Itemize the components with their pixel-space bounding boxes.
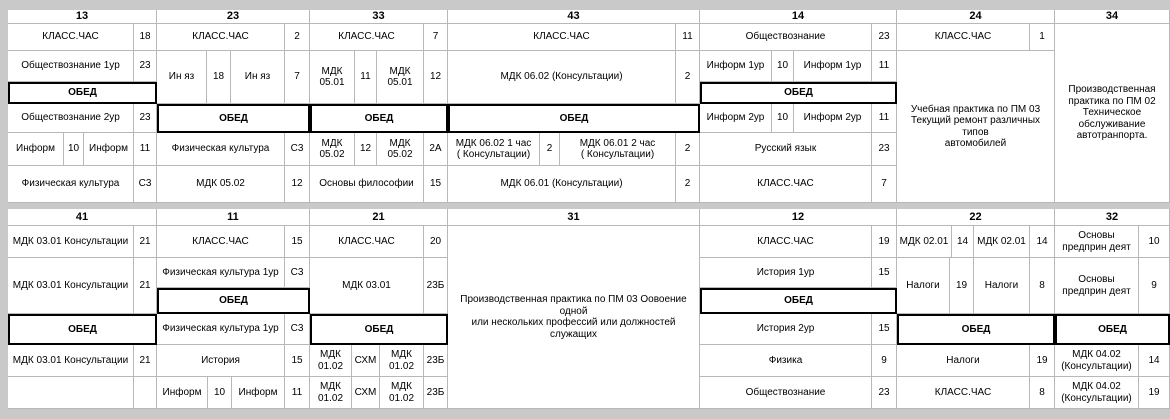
schedule-cell[interactable]: КЛАСС.ЧАС: [897, 24, 1030, 51]
room-number-cell[interactable]: 10: [64, 133, 84, 166]
room-number-cell[interactable]: 21: [134, 226, 157, 258]
schedule-cell[interactable]: Производственная практика по ПМ 02 Техническое обслуживание автотранпорта.: [1055, 24, 1170, 203]
room-number-cell[interactable]: 1: [1030, 24, 1055, 51]
room-number-cell[interactable]: 15: [872, 258, 897, 288]
room-number-cell[interactable]: 23: [872, 133, 897, 166]
schedule-cell[interactable]: МДК 05.01: [310, 51, 355, 104]
room-number-cell[interactable]: 23Б: [424, 345, 448, 377]
room-number-cell[interactable]: СХМ: [352, 345, 380, 377]
schedule-cell[interactable]: Физическая культура 1ур: [157, 314, 285, 345]
room-number-cell[interactable]: 23Б: [424, 258, 448, 314]
room-number-cell[interactable]: 12: [355, 133, 377, 166]
lunch-break-cell[interactable]: ОБЕД: [448, 104, 700, 133]
group-header-31[interactable]: 31: [448, 209, 700, 226]
group-header-43[interactable]: 43: [448, 10, 700, 24]
lunch-break-cell[interactable]: ОБЕД: [8, 82, 157, 104]
schedule-cell[interactable]: МДК 01.02: [380, 377, 424, 409]
room-number-cell[interactable]: 21: [134, 258, 157, 314]
schedule-cell[interactable]: Основы предприн деят: [1055, 258, 1139, 314]
room-number-cell[interactable]: 15: [872, 314, 897, 345]
schedule-cell[interactable]: МДК 06.01 (Консультации): [448, 166, 676, 203]
schedule-cell[interactable]: МДК 02.01: [974, 226, 1030, 258]
schedule-cell[interactable]: Основы предприн деят: [1055, 226, 1139, 258]
room-number-cell[interactable]: 23: [134, 104, 157, 133]
room-number-cell[interactable]: 2: [676, 166, 700, 203]
lunch-break-cell[interactable]: ОБЕД: [897, 314, 1055, 345]
sheet-separator: [0, 409, 1170, 419]
room-number-cell[interactable]: С3: [285, 258, 310, 288]
room-number-cell[interactable]: [134, 377, 157, 409]
group-header-34[interactable]: 34: [1055, 10, 1170, 24]
schedule-cell[interactable]: МДК 06.01 2 час ( Консультации): [560, 133, 676, 166]
schedule-cell[interactable]: МДК 06.02 1 час ( Консультации): [448, 133, 540, 166]
schedule-cell[interactable]: Налоги: [974, 258, 1030, 314]
schedule-cell[interactable]: Ин яз: [157, 51, 207, 104]
lunch-break-cell[interactable]: ОБЕД: [310, 104, 448, 133]
room-number-cell[interactable]: 7: [424, 24, 448, 51]
room-number-cell[interactable]: 23Б: [424, 377, 448, 409]
schedule-cell[interactable]: МДК 05.02: [310, 133, 355, 166]
schedule-cell[interactable]: Основы философии: [310, 166, 424, 203]
schedule-cell[interactable]: КЛАСС.ЧАС: [8, 24, 134, 51]
room-number-cell[interactable]: 9: [1139, 258, 1170, 314]
lunch-break-cell[interactable]: ОБЕД: [157, 288, 310, 314]
room-number-cell[interactable]: 2: [676, 51, 700, 104]
room-number-cell[interactable]: 10: [208, 377, 232, 409]
room-number-cell[interactable]: 23: [134, 51, 157, 82]
room-number-cell[interactable]: 19: [872, 226, 897, 258]
room-number-cell[interactable]: 19: [1139, 377, 1170, 409]
room-number-cell[interactable]: 9: [872, 345, 897, 377]
room-number-cell[interactable]: 10: [772, 51, 794, 82]
group-header-12[interactable]: 12: [700, 209, 897, 226]
room-number-cell[interactable]: 15: [285, 345, 310, 377]
room-number-cell[interactable]: 12: [285, 166, 310, 203]
lunch-break-cell[interactable]: ОБЕД: [8, 314, 157, 345]
room-number-cell[interactable]: 7: [872, 166, 897, 203]
schedule-cell[interactable]: МДК 04.02 (Консультации): [1055, 345, 1139, 377]
lunch-break-cell[interactable]: ОБЕД: [1055, 314, 1170, 345]
schedule-cell[interactable]: Информ: [157, 377, 208, 409]
lunch-break-cell[interactable]: ОБЕД: [157, 104, 310, 133]
room-number-cell[interactable]: 14: [1139, 345, 1170, 377]
schedule-cell[interactable]: МДК 03.01: [310, 258, 424, 314]
room-number-cell[interactable]: 18: [134, 24, 157, 51]
schedule-cell[interactable]: МДК 01.02: [310, 377, 352, 409]
schedule-cell[interactable]: Информ 2ур: [700, 104, 772, 133]
room-number-cell[interactable]: С3: [285, 314, 310, 345]
schedule-cell[interactable]: Физическая культура 1ур: [157, 258, 285, 288]
room-number-cell[interactable]: 19: [1030, 345, 1055, 377]
schedule-cell[interactable]: История 1ур: [700, 258, 872, 288]
group-header-22[interactable]: 22: [897, 209, 1055, 226]
schedule-cell[interactable]: Производственная практика по ПМ 03 Оовоение одной или нескольких профессий или должностей служащих: [448, 226, 700, 409]
room-number-cell[interactable]: 23: [872, 377, 897, 409]
schedule-cell[interactable]: Обществознание 1ур: [8, 51, 134, 82]
room-number-cell[interactable]: 7: [285, 51, 310, 104]
schedule-cell[interactable]: МДК 04.02 (Консультации): [1055, 377, 1139, 409]
schedule-cell[interactable]: МДК 01.02: [380, 345, 424, 377]
schedule-cell[interactable]: КЛАСС.ЧАС: [448, 24, 676, 51]
schedule-cell[interactable]: КЛАСС.ЧАС: [700, 226, 872, 258]
schedule-cell[interactable]: КЛАСС.ЧАС: [157, 226, 285, 258]
schedule-cell[interactable]: Ин яз: [231, 51, 285, 104]
schedule-cell[interactable]: Русский язык: [700, 133, 872, 166]
schedule-cell[interactable]: Информ 1ур: [794, 51, 872, 82]
room-number-cell[interactable]: 14: [952, 226, 974, 258]
room-number-cell[interactable]: 2: [540, 133, 560, 166]
schedule-cell[interactable]: КЛАСС.ЧАС: [897, 377, 1030, 409]
schedule-cell[interactable]: КЛАСС.ЧАС: [157, 24, 285, 51]
schedule-cell[interactable]: МДК 05.01: [377, 51, 424, 104]
schedule-cell[interactable]: Информ 1ур: [700, 51, 772, 82]
schedule-cell[interactable]: МДК 03.01 Консультации: [8, 226, 134, 258]
room-number-cell[interactable]: С3: [134, 166, 157, 203]
schedule-cell[interactable]: История: [157, 345, 285, 377]
group-header-11[interactable]: 11: [157, 209, 310, 226]
room-number-cell[interactable]: 12: [424, 51, 448, 104]
room-number-cell[interactable]: 11: [872, 51, 897, 82]
room-number-cell[interactable]: 11: [676, 24, 700, 51]
schedule-cell[interactable]: МДК 02.01: [897, 226, 952, 258]
schedule-cell[interactable]: МДК 01.02: [310, 345, 352, 377]
sheet-separator: [0, 0, 8, 419]
room-number-cell[interactable]: 19: [950, 258, 974, 314]
room-number-cell[interactable]: С3: [285, 133, 310, 166]
room-number-cell[interactable]: 11: [285, 377, 310, 409]
lunch-break-cell[interactable]: ОБЕД: [310, 314, 448, 345]
room-number-cell[interactable]: 11: [872, 104, 897, 133]
room-number-cell[interactable]: 2: [285, 24, 310, 51]
room-number-cell[interactable]: 8: [1030, 258, 1055, 314]
room-number-cell[interactable]: 14: [1030, 226, 1055, 258]
schedule-cell[interactable]: МДК 05.02: [377, 133, 424, 166]
lunch-break-cell[interactable]: ОБЕД: [700, 82, 897, 104]
group-header-23[interactable]: 23: [157, 10, 310, 24]
group-header-14[interactable]: 14: [700, 10, 897, 24]
room-number-cell[interactable]: 10: [1139, 226, 1170, 258]
schedule-cell[interactable]: Обществознание: [700, 24, 872, 51]
group-header-13[interactable]: 13: [8, 10, 157, 24]
room-number-cell[interactable]: СХМ: [352, 377, 380, 409]
schedule-cell[interactable]: КЛАСС.ЧАС: [700, 166, 872, 203]
schedule-cell[interactable]: КЛАСС.ЧАС: [310, 226, 424, 258]
schedule-cell[interactable]: МДК 03.01 Консультации: [8, 345, 134, 377]
room-number-cell[interactable]: 21: [134, 345, 157, 377]
schedule-cell[interactable]: История 2ур: [700, 314, 872, 345]
schedule-cell[interactable]: Обществознание: [700, 377, 872, 409]
room-number-cell[interactable]: 10: [772, 104, 794, 133]
schedule-cell[interactable]: [8, 377, 134, 409]
room-number-cell[interactable]: 23: [872, 24, 897, 51]
schedule-cell[interactable]: Информ: [232, 377, 285, 409]
group-header-33[interactable]: 33: [310, 10, 448, 24]
group-header-21[interactable]: 21: [310, 209, 448, 226]
lunch-break-cell[interactable]: ОБЕД: [700, 288, 897, 314]
group-header-32[interactable]: 32: [1055, 209, 1170, 226]
room-number-cell[interactable]: 18: [207, 51, 231, 104]
room-number-cell[interactable]: 11: [355, 51, 377, 104]
group-header-24[interactable]: 24: [897, 10, 1055, 24]
room-number-cell[interactable]: 11: [134, 133, 157, 166]
room-number-cell[interactable]: 15: [285, 226, 310, 258]
schedule-cell[interactable]: Физическая культура: [8, 166, 134, 203]
schedule-cell[interactable]: Налоги: [897, 345, 1030, 377]
group-header-41[interactable]: 41: [8, 209, 157, 226]
room-number-cell[interactable]: 15: [424, 166, 448, 203]
schedule-cell[interactable]: Физическая культура: [157, 133, 285, 166]
room-number-cell[interactable]: 8: [1030, 377, 1055, 409]
schedule-cell[interactable]: Информ 2ур: [794, 104, 872, 133]
schedule-cell[interactable]: КЛАСС.ЧАС: [310, 24, 424, 51]
schedule-cell[interactable]: Налоги: [897, 258, 950, 314]
schedule-cell[interactable]: Информ: [8, 133, 64, 166]
schedule-cell[interactable]: Информ: [84, 133, 134, 166]
sheet-separator: [0, 0, 1170, 10]
schedule-cell[interactable]: МДК 03.01 Консультации: [8, 258, 134, 314]
schedule-cell[interactable]: Обществознание 2ур: [8, 104, 134, 133]
room-number-cell[interactable]: 2А: [424, 133, 448, 166]
schedule-cell[interactable]: МДК 05.02: [157, 166, 285, 203]
schedule-cell[interactable]: МДК 06.02 (Консультации): [448, 51, 676, 104]
room-number-cell[interactable]: 2: [676, 133, 700, 166]
schedule-cell[interactable]: Физика: [700, 345, 872, 377]
room-number-cell[interactable]: 20: [424, 226, 448, 258]
schedule-cell[interactable]: Учебная практика по ПМ 03 Текущий ремонт различных типов автомобилей: [897, 51, 1055, 203]
